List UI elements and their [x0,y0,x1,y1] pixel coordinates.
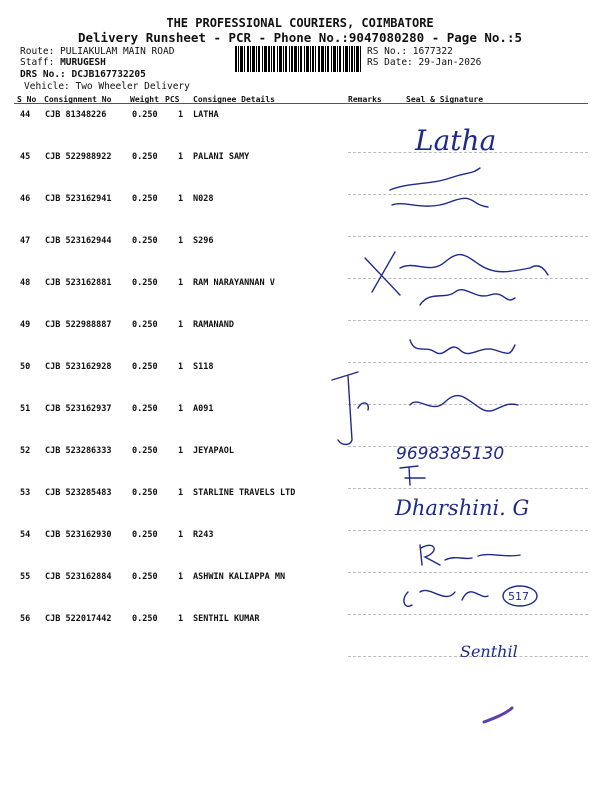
dharshini-signature: Dharshini. G [395,496,530,520]
row-pcs: 1 [178,404,184,414]
row-sno: 47 [20,236,31,246]
col-consignment-header: Consignment No [44,95,112,104]
row-consignee: ASHWIN KALIAPPA MN [193,572,286,582]
vehicle-text: Vehicle: Two Wheeler Delivery [24,81,190,92]
drs-label: DRS No.: [20,69,66,80]
table-row [0,194,600,236]
row-consignee: RAMANAND [193,320,234,330]
row-pcs: 1 [178,488,184,498]
company-title: THE PROFESSIONAL COURIERS, COIMBATORE [166,16,434,30]
col-remarks-header: Remarks [348,95,382,104]
table-row [0,530,600,572]
row-pcs: 1 [178,152,184,162]
row-consignee: JEYAPAOL [193,446,234,456]
row-consignee: S296 [193,236,214,246]
row-sno: 52 [20,446,31,456]
drs-number: DCJB167732205 [71,69,146,80]
row-sno: 44 [20,110,31,120]
header-divider [14,103,588,104]
row-pcs: 1 [178,362,184,372]
row-weight: 0.250 [132,572,158,582]
row-weight: 0.250 [132,110,158,120]
row-pcs: 1 [178,530,184,540]
barcode-image [235,46,361,72]
col-sno-header: S No [17,95,37,104]
senthil-signature: Senthil [460,642,518,661]
row-sno: 45 [20,152,31,162]
route-text: Route: PULIAKULAM MAIN ROAD [20,46,175,57]
rs-date: RS Date: 29-Jan-2026 [367,57,482,68]
row-weight: 0.250 [132,194,158,204]
row-sno: 49 [20,320,31,330]
row-consignee: N028 [193,194,214,204]
table-row [0,236,600,278]
row-weight: 0.250 [132,488,158,498]
col-consignee-header: Consignee Details [193,95,275,104]
col-pcs-header: PCS [165,95,180,104]
row-consignment-no: CJB 523162930 [45,530,112,540]
row-consignment-no: CJB 523285483 [45,488,112,498]
staff-label: Staff: [20,57,55,68]
row-sno: 55 [20,572,31,582]
row-weight: 0.250 [132,446,158,456]
table-row [0,110,600,152]
row-consignment-no: CJB 522017442 [45,614,112,624]
col-seal-header: Seal & Signature [406,95,484,104]
row-consignment-no: CJB 522988922 [45,152,112,162]
row-weight: 0.250 [132,236,158,246]
table-row [0,320,600,362]
row-consignment-no: CJB 523162881 [45,278,112,288]
table-row [0,488,600,530]
row-sno: 50 [20,362,31,372]
row-sno: 48 [20,278,31,288]
row-pcs: 1 [178,446,184,456]
table-row [0,278,600,320]
row-weight: 0.250 [132,152,158,162]
row-consignment-no: CJB 522988887 [45,320,112,330]
row-pcs: 1 [178,236,184,246]
row-consignee: S118 [193,362,214,372]
row-weight: 0.250 [132,362,158,372]
table-row [0,152,600,194]
phone-handwriting: 9698385130 [396,444,505,464]
row-pcs: 1 [178,614,184,624]
row-divider [348,656,588,657]
row-consignee: RAM NARAYANNAN V [193,278,275,288]
row-weight: 0.250 [132,320,158,330]
table-row [0,404,600,446]
row-weight: 0.250 [132,278,158,288]
runsheet-subtitle: Delivery Runsheet - PCR - Phone No.:9047080280 - Page No.:5 [77,30,522,45]
row-consignee: LATHA [193,110,219,120]
row-consignment-no: CJB 523162884 [45,572,112,582]
row-weight: 0.250 [132,614,158,624]
row-sno: 53 [20,488,31,498]
rs-number: RS No.: 1677322 [367,46,453,57]
row-consignment-no: CJB 81348226 [45,110,107,120]
table-row [0,572,600,614]
row-consignee: STARLINE TRAVELS LTD [193,488,296,498]
row-pcs: 1 [178,320,184,330]
row-sno: 46 [20,194,31,204]
row-sno: 51 [20,404,31,414]
row-pcs: 1 [178,278,184,288]
row-pcs: 1 [178,572,184,582]
table-row [0,446,600,488]
row-consignment-no: CJB 523162928 [45,362,112,372]
row-consignee: A091 [193,404,214,414]
staff-name: MURUGESH [60,57,106,68]
row-consignee: PALANI SAMY [193,152,250,162]
row-consignee: SENTHIL KUMAR [193,614,260,624]
pen-stroke-mark [484,708,512,722]
row-consignment-no: CJB 523286333 [45,446,112,456]
row-pcs: 1 [178,194,184,204]
col-weight-header: Weight [130,95,159,104]
row-consignee: R243 [193,530,214,540]
row-consignment-no: CJB 523162937 [45,404,112,414]
row-consignment-no: CJB 523162944 [45,236,112,246]
latha-signature: Latha [415,124,497,157]
table-row [0,614,600,656]
row-weight: 0.250 [132,404,158,414]
row-sno: 54 [20,530,31,540]
row-consignment-no: CJB 523162941 [45,194,112,204]
row-pcs: 1 [178,110,184,120]
row-weight: 0.250 [132,530,158,540]
drs-line [20,69,146,80]
staff-line [20,57,106,68]
table-row [0,362,600,404]
circled-number: 517 [508,590,529,603]
row-sno: 56 [20,614,31,624]
